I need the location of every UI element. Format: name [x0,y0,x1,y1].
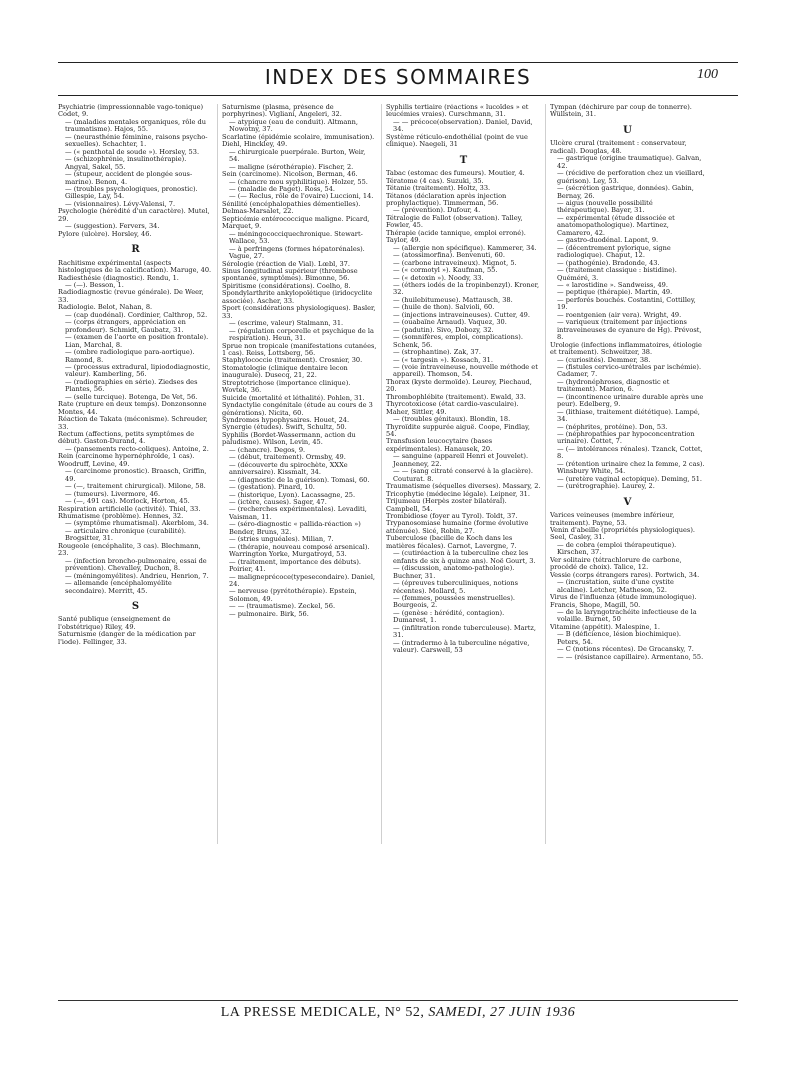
index-subentry: — (troubles génitaux). Blondin, 18. [393,415,511,424]
index-subentry: — (corps étrangers, appréciation en profondeur). Schmidt, Gaubatz, 31. [65,318,186,334]
index-subentry: — (diagnostic de la guérison). Tomasi, 60. [229,475,370,484]
index-subentry: — — (sang citraté conservé à la glacière). Couturat. 8. [393,467,533,483]
index-subentry: — (visionnaires). Lévy-Valensi, 7. [65,199,176,208]
index-entry: Psychologie (hérédité d'un caractère). Mutel, 29. [58,207,210,223]
index-subentry: — (maladies mentales organiques, rôle du traumatisme). Hajos, 55. [65,117,206,134]
index-entry: Respiration artificielle (activité). Thiel, 33. [58,504,201,513]
index-entry: Varices veineuses (membre inférieur, traitement). Payne, 53. [550,511,675,527]
index-subentry: — expérimental (étude dissociée et anatomopathologique). Martinez, Camarero, 42. [557,213,675,237]
index-subentry: — (intradermo à la tuberculine négative, valeur). Carswell, 53 [393,638,530,655]
index-subentry: — (injections intraveineuses). Cutter, 49. [393,310,530,319]
index-subentry: — (schizophrénie, insulinothérapie). Angyal, Sakel, 55. [65,155,187,171]
index-subentry: — gastro-duodénal. Lapont, 9. [557,236,659,245]
index-subentry: — (épreuves tuberculiniques, notions récentes). Mollard, 5. [393,579,518,595]
index-subentry: — (« targesin »). Kossach, 31. [393,355,493,364]
index-entry: Traumatisme (séquelles diverses). Massary, 2. [386,482,541,491]
index-subentry: — (récidive de perforation chez un vieillard, guérison). Ley, 53. [557,169,705,185]
index-subentry: — (« penthotal de soude »). Horsley, 53. [65,147,200,156]
index-subentry: — (séro-diagnostic « pallida-réaction ») Bender, Bruns, 32. [229,520,361,536]
index-subentry: — (rétention urinaire chez la femme, 2 cas). Winsbury White, 54. [557,459,705,476]
index-subentry: — variqueux (traitement par injections intraveineuses de cyanure de Hg). Prévost, 8. [557,318,702,342]
index-subentry: — (« detoxin »). Noody, 33. [393,273,484,282]
index-entry: Synergie (études). Swift, Schultz, 50. [222,423,347,432]
index-subentry: — (traitement, importance des débuts). Poirier, 41. [229,557,362,574]
index-subentry: — « larostidine ». Sandweiss, 49. [557,280,668,289]
footer-date: SAMEDI, 27 JUIN 1936 [428,1005,576,1020]
index-subentry: — (uretère vaginal ectopique). Deming, 51. [557,474,703,483]
index-subentry: — (suggestion). Fervers, 34. [65,222,160,231]
index-subentry: — (lithiase, traitement diététique). Lampé, 34. [557,407,700,424]
section-letter: S [131,601,140,612]
index-subentry: — chirurgicale puerpérale. Burton, Weir, 54. [229,147,366,164]
index-entry: Staphylococcie (traitement). Crosnier, 30. [222,356,363,365]
index-subentry: — méningococciquechronique. Stewart-Wallace, 53. [229,229,363,246]
index-subentry: — (radiographies en série). Ziedses des Plantes, 56. [65,377,198,394]
index-subentry: — (genèse : hérédité, contagion). Dumarest, 1. [393,608,505,625]
index-subentry: — (fistules cervico-urétrales par ischémie). Cadamer, 7. [557,362,702,379]
index-entry: Pylore (ulcère). Horsley, 46. [58,229,152,238]
index-subentry: — perforés bouchés. Costantini, Cottilley, 19. [557,295,696,312]
index-subentry: — — (traumatisme). Zeckel, 56. [229,602,336,611]
index-subentry: — (— Reclus, rôle de l'ovaire) Luccioni, 14. [229,192,374,201]
index-subentry: — maligneprécoce(typesecondaire). Daniel, 24. [229,572,376,588]
index-entry: Sinus longitudinal supérieur (thrombose spontanée, symptômes). Bimonne, 56. [222,266,358,283]
index-entry: Spondylarthrite ankylopoïétique (iridocyclite associée). Ascher, 33. [222,289,373,305]
index-subentry: — allemande (encéphalomyélite secondaire). Merritt, 45. [65,579,172,595]
index-subentry: — (troubles psychologiques, pronostic). Gillespie, Lay, 54. [65,184,198,201]
index-subentry: — (selle turcique). Botenga, De Vet, 56. [65,392,198,401]
index-subentry: — (voie intraveineuse, nouvelle méthode et appareil). Thomson, 54. [393,362,538,379]
index-column-3 [386,104,541,844]
section-letter: R [131,244,140,256]
index-subentry: — (ouabaïne Arnaud). Vaquez, 30. [393,318,507,327]
index-subentry: — (—, 491 cas). Morlock, Horton, 45. [65,497,190,506]
index-subentry: — B (déficience, lésion biochimique). Peters, 54. [557,630,682,646]
index-subentry: — (historique, Lyon). Lacassagne, 25. [229,490,356,499]
index-column-4 [550,104,705,844]
index-subentry: — (découverte du spirochète, XXXe anniversaire). Kissmalt, 34. [229,460,348,477]
index-entry: Radiodiagnostic (revue générale). De Weer, 33. [58,288,204,304]
index-entry: Tétanos (déclaration après injection prophylactique). Timmerman, 56. [386,191,507,207]
index-subentry: — articulaire chronique (curabilité). Brogsitter, 31. [65,526,187,543]
index-subentry: — (stupeur, accident de plongée sous-marine). Benon, 4. [65,170,193,186]
index-subentry: — (néphropathies par hypoconcentration urinaire). Cottet, 7. [557,430,695,446]
index-subentry: — peptique (thérapie). Martin, 49. [557,288,673,297]
index-entry: Trombidiose (foyer au Tyrol). Toldt, 37. [386,512,518,521]
index-entry: Saturnisme (danger de la médication par l'iode). Fellinger, 33. [58,630,196,646]
page-number: 100 [697,67,718,82]
index-column-1 [58,104,213,844]
index-entry: Thorax (kyste dermoïde). Leurey, Piechaud, 20. [386,377,532,394]
index-subentry: — — (résistance capillaire). Armentano, 55. [557,652,704,661]
index-subentry: — aigus (nouvelle possibilité thérapeutique). Bayer, 31. [557,198,653,215]
index-subentry: — (urétrographie). Laurey, 2. [557,482,655,491]
index-subentry: — (discussion, anatomo-pathologie). Buchner, 31. [393,564,515,580]
index-entry: Thérapie (acide tannique, emploi erroné). Taylor, 49. [386,228,526,245]
index-subentry: — nerveuse (pyrétothérapie). Epstein, Solomon, 49. [229,587,357,603]
index-entry: Syndromes hypophysaires. Houet, 24. [222,416,350,425]
index-entry: Tétralogie de Fallot (observation). Talley, Fowler, 45. [386,213,523,230]
index-entry: Streptotrichose (importance clinique). Wovtek, 36. [222,378,351,395]
index-subentry: — (décentrement pylorique, signe radiologique). Chaput, 12. [557,243,671,260]
index-entry: Rougeole (encéphalite, 3 cas). Blechmann, 23. [58,541,201,558]
index-entry: Rectum (affections, petits symptômes de début). Gaston-Durand, 4. [58,430,195,446]
index-entry: Ver solitaire (tétrachlorure de carbone, procédé de choix). Talice, 12. [550,555,682,572]
index-entry: Ulcère crural (traitement : conservateur, radical). Douglas, 48. [550,139,687,155]
index-entry: Sprue non tropicale (manifestations cutanées, 1 cas). Reiss, Lottsberg, 56. [222,341,377,357]
index-subentry: — (chancre mou syphilitique). Holzer, 55. [229,177,368,186]
index-subentry: — (curiosités). Demmer, 38. [557,355,651,364]
index-subentry: — (processus extradural, lipiododiagnostic, valeur). Kamberling, 56. [65,362,211,379]
index-subentry: — maligne (sérothérapie). Fischer, 2. [229,162,354,171]
index-subentry: — (symptôme rhumatismal). Akerblom, 34. [65,519,209,528]
index-subentry: — (maladie de Paget). Ross, 54. [229,184,336,193]
index-subentry: — atypique (eau de conduit). Altmann, Nowotny, 37. [229,117,358,134]
index-subentry: — (padutin). Sivo, Dobozy, 32. [393,325,494,334]
index-subentry: — (strophantine). Zak, 37. [393,348,481,357]
index-entry: Rate (rupture en deux temps). Donzonsonne Montes, 44. [58,400,207,416]
index-entry: Sport (considérations physiologiques). Basler, 33. [222,304,376,320]
index-subentry: — (chancre). Degos, 9. [229,445,306,454]
section-letter: T [459,154,468,166]
index-entry: Sénilité (encéphalopathies démentielles). Delmas-Marsalet, 22. [222,199,361,216]
index-entry: Thyroïdite suppurée aiguë. Coope, Findlay, 54. [386,422,530,439]
index-entry: Venin d'abeille (propriétés physiologiques). Seel, Casley, 31. [550,526,695,542]
index-subentry: — (recherches expérimentales). Levaditi, Vaisman, 11. [229,505,367,521]
index-entry: Sein (carcinome). Nicolson, Berman, 46. [222,170,358,179]
index-subentry: — de la laryngotrachéite infectieuse de la volaille. Burnet, 50 [557,608,697,624]
index-entry: Transfusion leucocytaire (bases expérimentales). Hanausek, 20. [386,437,493,453]
index-subentry: — (cutiréaction à la tuberculine chez les enfants de six à quinze ans). Noë Gourt, 3. [393,549,536,565]
index-entry: Thrombophlébite (traitement). Ewald, 33. [386,392,526,401]
index-entry: Psychiatrie (impressionnable vago-tonique) Codet, 9. [58,104,204,119]
index-column-2 [222,104,377,844]
header-bottom-rule [58,95,738,96]
column-divider [545,104,546,844]
footer-journal: LA PRESSE MEDICALE, N° 52, [220,1005,425,1020]
index-subentry: — à perfringens (formes hépatorénales). Vague, 27. [229,244,365,261]
index-entry: Tabac (estomac des fumeurs). Moutier, 4. [386,169,525,178]
index-entry: Rachitisme expérimental (aspects histologiques de la calcification). Maruge, 40. [58,258,212,275]
index-entry: Suicide (mortalité et léthalité). Pohlen, 31. [222,393,365,402]
index-subentry: — (incontinence urinaire durable après une peur). Edelberg, 9. [557,392,704,409]
index-subentry: — (méningomyélites). Andrieu, Henrion, 7. [65,571,209,580]
index-entry: Syphilis tertiaire (réactions « lucoïdes » et leucémies vraies). Curschmann, 31. [386,104,529,119]
index-entry: Trypanosomiase humaine (forme évolutive atténuée). Sicé, Robin, 27. [386,519,529,535]
index-subentry: — (examen de l'aorte en position frontale). Lian, Marchal, 8. [65,333,209,349]
index-subentry: — (tumeurs). Livermore, 46. [65,489,161,498]
index-subentry: — (début, traitement). Ormsby, 49. [229,453,346,462]
index-subentry: — (huile de thon). Salvioli, 60. [393,303,495,312]
index-subentry: — (escrime, valeur) Stalmann, 31. [229,319,344,328]
page-title: INDEX DES SOMMAIRES [264,65,532,89]
page-header [58,62,738,96]
index-entry: Saturnisme (plasma, présence de porphyrines). Vigliani, Angeleri, 32. [222,104,342,119]
section-letter: V [623,496,632,508]
index-subentry: — (néphrites, protéine). Don, 53. [557,422,668,431]
index-subentry: — (—, traitement chirurgical). Milone, 58. [65,482,206,491]
index-subentry: — (carbone intraveineux). Mignot, 5. [393,258,517,267]
index-entry: Septicémie entérococcique maligne. Picard, Marquet, 9. [222,214,370,231]
index-entry: Tuberculose (bacille de Koch dans les matières fécales). Carnot, Lavergne, 7. [386,534,517,550]
index-subentry: — roentgenien (air vera). Wright, 49. [557,310,682,319]
index-subentry: — (pathogénie). Bradonde, 43. [557,258,660,267]
index-subentry: — (régulation corporelle et psychique de la respiration). Heun, 31. [229,326,374,343]
index-subentry: — (carcinome pronostic). Braasch, Griffin, 49. [65,467,207,483]
index-entry: Réaction de Takata (méconisme). Schreuder, 33. [58,415,208,431]
index-entry: Syndactylie congénitale (étude au cours de 3 générations). Nicita, 60. [222,401,373,417]
index-subentry: — (hydronéphroses, diagnostic et traitement). Marion, 6. [557,377,670,394]
index-entry: Thyrcotoxicose (état cardio-vasculaire). Maher, Sittler, 49. [386,400,519,416]
index-subentry: — (ictère, causes). Sager, 47. [229,498,327,507]
index-entry: Rhumatisme (problème). Hennes, 32. [58,512,184,521]
index-subentry: — (somnifères, emploi, complications). Schenk, 56. [393,333,523,349]
index-subentry: — (femmes, poussées menstruelles). Bourgeois, 2. [393,594,515,610]
index-entry: Radiologie. Belot, Nahan, 8. [58,303,153,312]
index-entry: Vitamine (appétit). Malespine, 1. [550,622,661,631]
index-subentry: — (« cormotyl »). Kaufman, 55. [393,266,498,275]
index-subentry: — (thérapie, nouveau composé arsenical). Warrington Yorke, Murgatroyd, 53. [229,542,370,559]
index-subentry: — (gestation). Pinard, 10. [229,483,315,492]
index-entry: Scarlatine (épidémie scolaire, immunisation). Diehl, Hinckley, 49. [222,132,375,149]
index-subentry: — (— intolérances rénales). Tzanck, Cottet, 8. [557,444,703,461]
index-entry: Système réticulo-endothélial (point de vue clinique). Naegeli, 31 [386,132,528,149]
index-entry: Vessie (corps étrangers rares). Portwich, 34. [550,570,700,579]
column-divider [381,104,382,844]
index-subentry: — gastrique (origine traumatique). Galvan, 42. [557,154,702,170]
index-subentry: — (allergie non spécifique). Kammerer, 34. [393,243,537,252]
page-footer [58,1000,738,1021]
index-subentry: — (infiltration ronde tuberculeuse). Martz, 31. [393,623,536,640]
index-subentry: — (incrustation, suite d'une cystite alcaline). Letcher, Matheson, 52. [557,578,674,594]
index-subentry: — de cobra (emploi thérapeutique). Kirschen, 37. [557,540,677,557]
index-subentry: — (cap duodénal). Cordinier, Calthrop, 52. [65,310,208,319]
index-entry: Virus de l'influenza (étude immunologique). Francis, Shope, Magill, 50. [550,593,697,609]
index-subentry: — sanguine (appareil Henri et Jouvelet). Jeanneney, 22. [393,452,529,468]
index-subentry: — pulmonaire. Birk, 56. [229,609,309,618]
index-subentry: — (pansements recto-coliques). Antoine, 2. [65,444,209,453]
index-entry: Sérologie (réaction de Vial). Lœbl, 37. [222,259,350,268]
index-entry: Trijumeau (Herpès zoster bilatéral). Campbell, 54. [386,497,507,513]
index-entry: Urologie (infections inflammatoires, étiologie et traitement). Schweitzer, 38. [550,340,702,357]
index-entry: Stomatologie (clinique dentaire lecon inaugurale). Dusecq, 21, 22. [222,363,348,380]
index-subentry: — (ombre radiologique para-aortique). Ramond, 8. [65,348,195,364]
index-subentry: — (—). Besson, 1. [65,280,124,289]
index-entry: Santé publique (enseignement de l'obstétrique) Riley, 49. [58,615,171,631]
index-subentry: — (huilebitumeuse). Mattausch, 38. [393,295,513,304]
index-subentry: — (infection broncho-pulmonaire, essai de prévention). Chevalley, Duchon, 8. [65,556,207,573]
section-letter: U [623,124,632,136]
index-subentry: — C (notions récentes). De Gracansky, 7. [557,645,694,654]
index-entry: Spiritisme (considérations). Coelho, 8. [222,281,351,290]
index-subentry: — (stries unguéales). Milian, 7. [229,535,334,544]
index-entry: Tympan (déchirure par coup de tonnerre). Wüllstein, 31. [550,104,692,119]
index-entry: Tétanie (traitement). Holtz, 33. [386,184,491,193]
column-divider [217,104,218,844]
index-subentry: — (atossimorfina). Benvenuti, 60. [393,251,505,260]
index-subentry: — (prévention). Dufour, 4. [393,206,481,215]
index-entry: Tricophytie (médecine légale). Leipner, 31. [386,489,530,498]
index-subentry: — — précoce(observation). Daniel, David, 34. [393,117,533,134]
index-subentry: — (éthers iodés de la tropinbenzyl). Kroner, 32. [393,280,540,297]
index-subentry: — (traitement classique : bistidine). Quéméré, 3. [557,266,677,282]
index-entry: Syphilis (Bordet-Wassermann, action du paludisme). Wilson, Levin, 45. [222,430,356,447]
index-entry: Radiesthésie (diagnostic). Rendu, 1. [58,273,179,282]
index-subentry: — (neurasthénie féminine, raisons psycho-sexuelles). Schachter, 1. [65,132,208,149]
header-top-rule [58,62,738,63]
index-entry: Rein (carcinome hypernéphroïde, 1 cas). Woodruff, Levine, 49. [58,452,195,468]
index-entry: Tératome (4 cas). Suzuki, 35. [386,176,484,185]
index-subentry: — (sécrétion gastrique, données). Gabin, Bernay, 26. [557,184,694,200]
